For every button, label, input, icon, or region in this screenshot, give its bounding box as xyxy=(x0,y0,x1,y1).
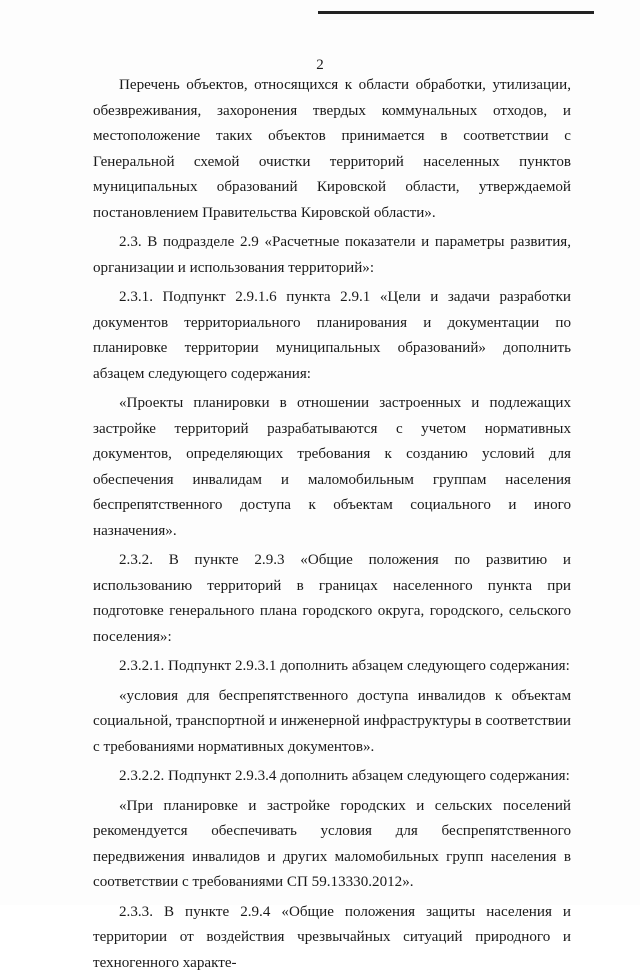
paragraph-2-3-3: 2.3.3. В пункте 2.9.4 «Общие положения защиты населения и территории от воздействия чрезвычайных ситуаций природного и техногенного характе- xyxy=(93,903,571,971)
paragraph-waste-objects: Перечень объектов, относящихся к области обработки, утилизации, обезвреживания, захоронения твердых коммунальных отходов, и местоположение таких объектов принимается в соответствии с Генеральной схемой очистки территорий населенных пунктов муниципальных образований Кировской области, утверждаемой постановлением Правительства Кировской области». xyxy=(93,77,571,221)
document-body xyxy=(93,73,571,980)
paragraph-planning-projects-quote: «Проекты планировки в отношении застроенных и подлежащих застройке территорий разрабатываются с учетом нормативных документов, определяющих требования к созданию условий для обеспечения инвалидам и маломобильным группам населения беспрепятственного доступа к объектам социального и иного назначения». xyxy=(93,395,571,539)
paragraph-2-3-2-1: 2.3.2.1. Подпункт 2.9.3.1 дополнить абзацем следующего содержания: xyxy=(119,658,570,674)
paragraph-2-3-2: 2.3.2. В пункте 2.9.3 «Общие положения по развитию и использованию территорий в границах населенного пункта при подготовке генерального плана городского округа, городского, сельского поселения»: xyxy=(93,552,571,645)
paragraph-2-3-1: 2.3.1. Подпункт 2.9.1.6 пункта 2.9.1 «Цели и задачи разработки документов территориального планирования и документации по планировке территории муниципальных образований» дополнить абзацем следующего содержания: xyxy=(93,289,571,382)
header-rule xyxy=(318,11,594,14)
paragraph-2-3-2-2: 2.3.2.2. Подпункт 2.9.3.4 дополнить абзацем следующего содержания: xyxy=(119,768,570,784)
paragraph-2-3: 2.3. В подразделе 2.9 «Расчетные показатели и параметры развития, организации и использования территорий»: xyxy=(93,234,571,276)
page-number: 2 xyxy=(316,57,324,73)
paragraph-planning-recommendation-quote: «При планировке и застройке городских и сельских поселений рекомендуется обеспечивать условия для беспрепятственного передвижения инвалидов и других маломобильных групп населения в соответствии с требованиями СП 59.13330.2012». xyxy=(93,797,571,890)
paragraph-accessibility-quote: «условия для беспрепятственного доступа инвалидов к объектам социальной, транспортной и инженерной инфраструктуры в соответствии с требованиями нормативных документов». xyxy=(93,687,571,755)
